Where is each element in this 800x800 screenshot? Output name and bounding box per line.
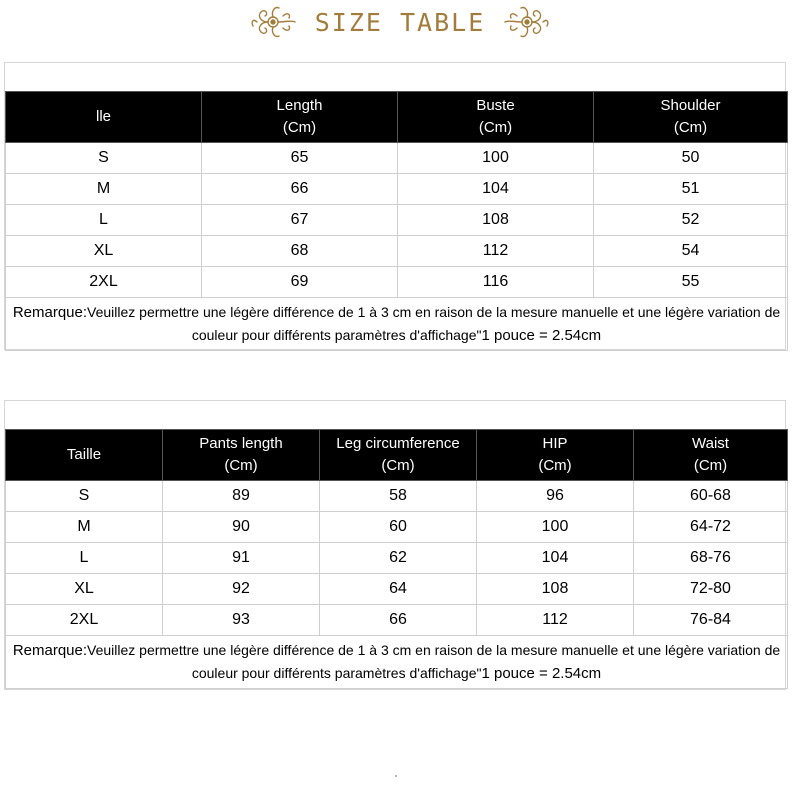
hip-cell: 112 (477, 605, 634, 636)
leg-circumference-cell: 58 (320, 481, 477, 512)
note-body: Veuillez permettre une légère différence de 1 à 3 cm en raison de la mesure manuelle et une légère variation de couleur pour différents paramètres d'affichage" (87, 304, 781, 343)
shoulder-cell: 52 (594, 205, 788, 236)
note-prefix: Remarque: (12, 304, 88, 321)
table-row (6, 574, 788, 605)
table-row (6, 605, 788, 636)
table-row (6, 267, 788, 298)
hip-cell: 104 (477, 543, 634, 574)
measurement-note (6, 298, 788, 351)
table-row (6, 512, 788, 543)
pants-length-cell: 89 (163, 481, 320, 512)
size-cell: 2XL (6, 267, 202, 298)
size-cell: XL (6, 236, 202, 267)
note-body: Veuillez permettre une légère différence de 1 à 3 cm en raison de la mesure manuelle et une légère variation de couleur pour différents paramètres d'affichage" (87, 642, 781, 681)
waist-cell: 60-68 (634, 481, 788, 512)
floral-ornament-icon (247, 2, 299, 42)
table-row (6, 205, 788, 236)
leg-circumference-cell: 60 (320, 512, 477, 543)
size-cell: S (6, 481, 163, 512)
length-cell: 65 (202, 143, 398, 174)
column-header-hip: HIP (Cm) (477, 430, 634, 481)
floral-ornament-icon (501, 2, 553, 42)
tops-size-panel (4, 62, 786, 350)
column-header-shoulder: Shoulder (Cm) (594, 92, 788, 143)
pants-length-cell: 90 (163, 512, 320, 543)
hip-cell: 100 (477, 512, 634, 543)
bust-cell: 108 (398, 205, 594, 236)
bust-cell: 116 (398, 267, 594, 298)
bust-cell: 104 (398, 174, 594, 205)
leg-circumference-cell: 66 (320, 605, 477, 636)
shoulder-cell: 51 (594, 174, 788, 205)
bust-cell: 100 (398, 143, 594, 174)
length-cell: 67 (202, 205, 398, 236)
table-note-row (6, 298, 788, 351)
pants-length-cell: 92 (163, 574, 320, 605)
length-cell: 68 (202, 236, 398, 267)
leg-circumference-cell: 64 (320, 574, 477, 605)
waist-cell: 68-76 (634, 543, 788, 574)
size-cell: M (6, 512, 163, 543)
table-row (6, 543, 788, 574)
shoulder-cell: 54 (594, 236, 788, 267)
page-title: SIZE TABLE (314, 7, 486, 37)
column-header-size: Taille (6, 430, 163, 481)
length-cell: 66 (202, 174, 398, 205)
note-conversion: 1 pouce = 2.54cm (481, 665, 602, 682)
column-header-leg-circumference: Leg circumference (Cm) (320, 430, 477, 481)
column-header-bust: Buste (Cm) (398, 92, 594, 143)
table-row (6, 143, 788, 174)
column-header-length: Length (Cm) (202, 92, 398, 143)
bust-cell: 112 (398, 236, 594, 267)
size-cell: M (6, 174, 202, 205)
pants-length-cell: 91 (163, 543, 320, 574)
tops-size-table (5, 91, 788, 351)
table-row (6, 236, 788, 267)
leg-circumference-cell: 62 (320, 543, 477, 574)
column-header-size: lle (6, 92, 202, 143)
pants-length-cell: 93 (163, 605, 320, 636)
stray-dot (395, 775, 397, 777)
size-table-header (0, 0, 800, 44)
size-cell: XL (6, 574, 163, 605)
hip-cell: 108 (477, 574, 634, 605)
hip-cell: 96 (477, 481, 634, 512)
column-header-pants-length: Pants length (Cm) (163, 430, 320, 481)
table-row (6, 174, 788, 205)
column-header-waist: Waist (Cm) (634, 430, 788, 481)
table-note-row (6, 636, 788, 689)
waist-cell: 64-72 (634, 512, 788, 543)
note-conversion: 1 pouce = 2.54cm (481, 327, 602, 344)
size-cell: L (6, 543, 163, 574)
table-header-row (6, 430, 788, 481)
size-cell: 2XL (6, 605, 163, 636)
pants-size-panel (4, 400, 786, 690)
size-cell: S (6, 143, 202, 174)
shoulder-cell: 50 (594, 143, 788, 174)
waist-cell: 72-80 (634, 574, 788, 605)
table-header-row (6, 92, 788, 143)
pants-size-table (5, 429, 788, 689)
note-prefix: Remarque: (12, 642, 88, 659)
table-row (6, 481, 788, 512)
measurement-note (6, 636, 788, 689)
waist-cell: 76-84 (634, 605, 788, 636)
length-cell: 69 (202, 267, 398, 298)
shoulder-cell: 55 (594, 267, 788, 298)
size-cell: L (6, 205, 202, 236)
